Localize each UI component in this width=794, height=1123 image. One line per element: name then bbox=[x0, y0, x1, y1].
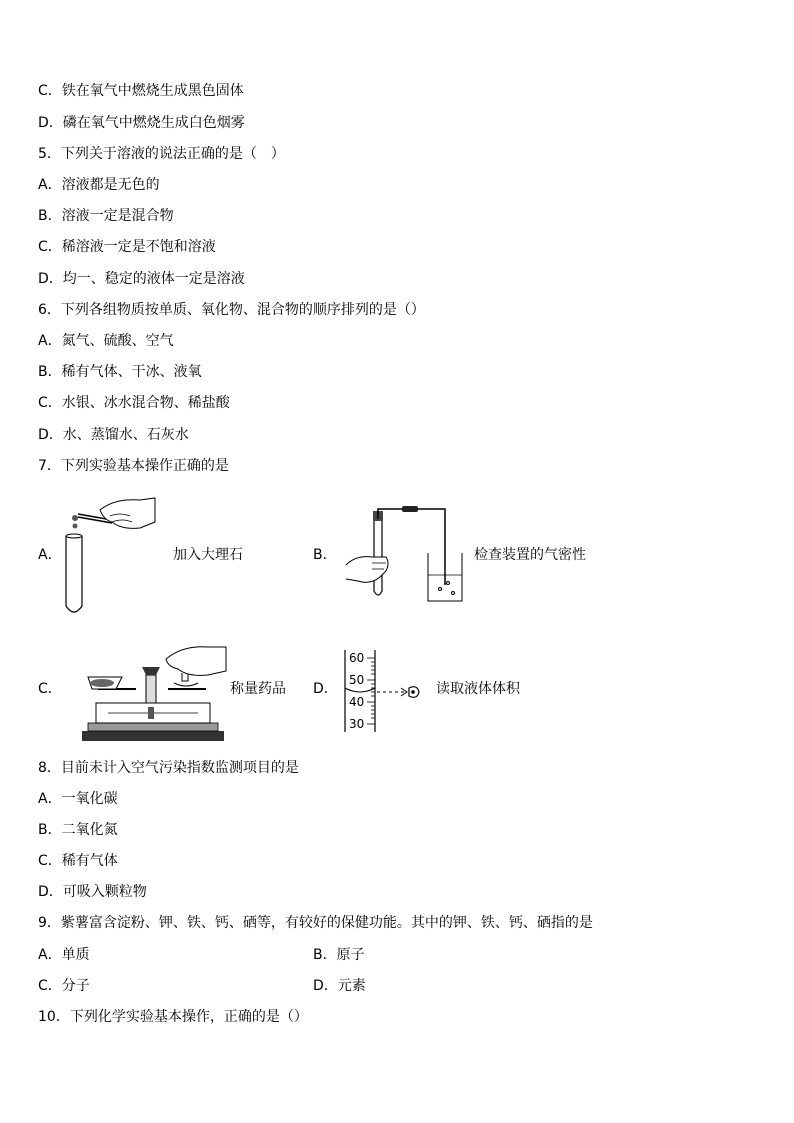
q6-option-b: B．稀有气体、干冰、液氧 bbox=[38, 364, 202, 380]
q9-stem: 9．紫薯富含淀粉、钾、铁、钙、硒等，有较好的保健功能。其中的钾、铁、钙、硒指的是 bbox=[38, 915, 593, 931]
airtightness-apparatus-figure bbox=[340, 505, 470, 605]
q5-stem: 5．下列关于溶液的说法正确的是（ ） bbox=[38, 146, 285, 162]
q9-option-c: C．分子 bbox=[38, 978, 90, 994]
q8-stem: 8．目前未计入空气污染指数监测项目的是 bbox=[38, 760, 299, 776]
q10-stem: 10．下列化学实验基本操作，正确的是（） bbox=[38, 1009, 308, 1025]
q6-option-a: A．氮气、硫酸、空气 bbox=[38, 333, 174, 349]
q7-option-c-letter: C． bbox=[38, 681, 62, 697]
q6-stem: 6．下列各组物质按单质、氧化物、混合物的顺序排列的是（） bbox=[38, 302, 425, 318]
q9-option-b: B．原子 bbox=[313, 947, 365, 963]
q8-option-b: B．二氧化氮 bbox=[38, 822, 118, 838]
cylinder-label-50: 50 bbox=[349, 673, 365, 687]
q5-option-a: A．溶液都是无色的 bbox=[38, 177, 160, 193]
q5-option-b: B．溶液一定是混合物 bbox=[38, 208, 174, 224]
cylinder-label-40: 40 bbox=[349, 695, 365, 709]
q8-option-c: C．稀有气体 bbox=[38, 853, 118, 869]
q5-option-d: D．均一、稳定的液体一定是溶液 bbox=[38, 271, 245, 287]
q7-option-d-letter: D． bbox=[313, 681, 338, 697]
q6-option-d: D．水、蒸馏水、石灰水 bbox=[38, 427, 189, 443]
q7-option-a-caption: 加入大理石 bbox=[173, 547, 243, 563]
q7-option-c-caption: 称量药品 bbox=[230, 681, 286, 697]
q9-option-a: A．单质 bbox=[38, 947, 90, 963]
q7-stem: 7．下列实验基本操作正确的是 bbox=[38, 458, 229, 474]
q6-option-c: C．水银、冰水混合物、稀盐酸 bbox=[38, 395, 230, 411]
q7-option-b-caption: 检查装置的气密性 bbox=[474, 547, 586, 563]
q4-option-d: D．磷在氧气中燃烧生成白色烟雾 bbox=[38, 115, 245, 131]
q4-option-c: C．铁在氧气中燃烧生成黑色固体 bbox=[38, 83, 244, 99]
q7-option-d-caption: 读取液体体积 bbox=[436, 681, 520, 697]
q8-option-a: A．一氧化碳 bbox=[38, 791, 118, 807]
balance-weighing-figure bbox=[78, 645, 228, 745]
q7-option-a-letter: A． bbox=[38, 547, 62, 563]
q8-option-d: D．可吸入颗粒物 bbox=[38, 884, 147, 900]
q9-option-d: D．元素 bbox=[313, 978, 366, 994]
cylinder-reading-figure bbox=[345, 648, 435, 733]
marble-testtube-figure bbox=[60, 490, 160, 620]
cylinder-label-30: 30 bbox=[349, 717, 365, 731]
q7-option-b-letter: B． bbox=[313, 547, 337, 563]
cylinder-label-60: 60 bbox=[349, 651, 365, 665]
q5-option-c: C．稀溶液一定是不饱和溶液 bbox=[38, 239, 216, 255]
